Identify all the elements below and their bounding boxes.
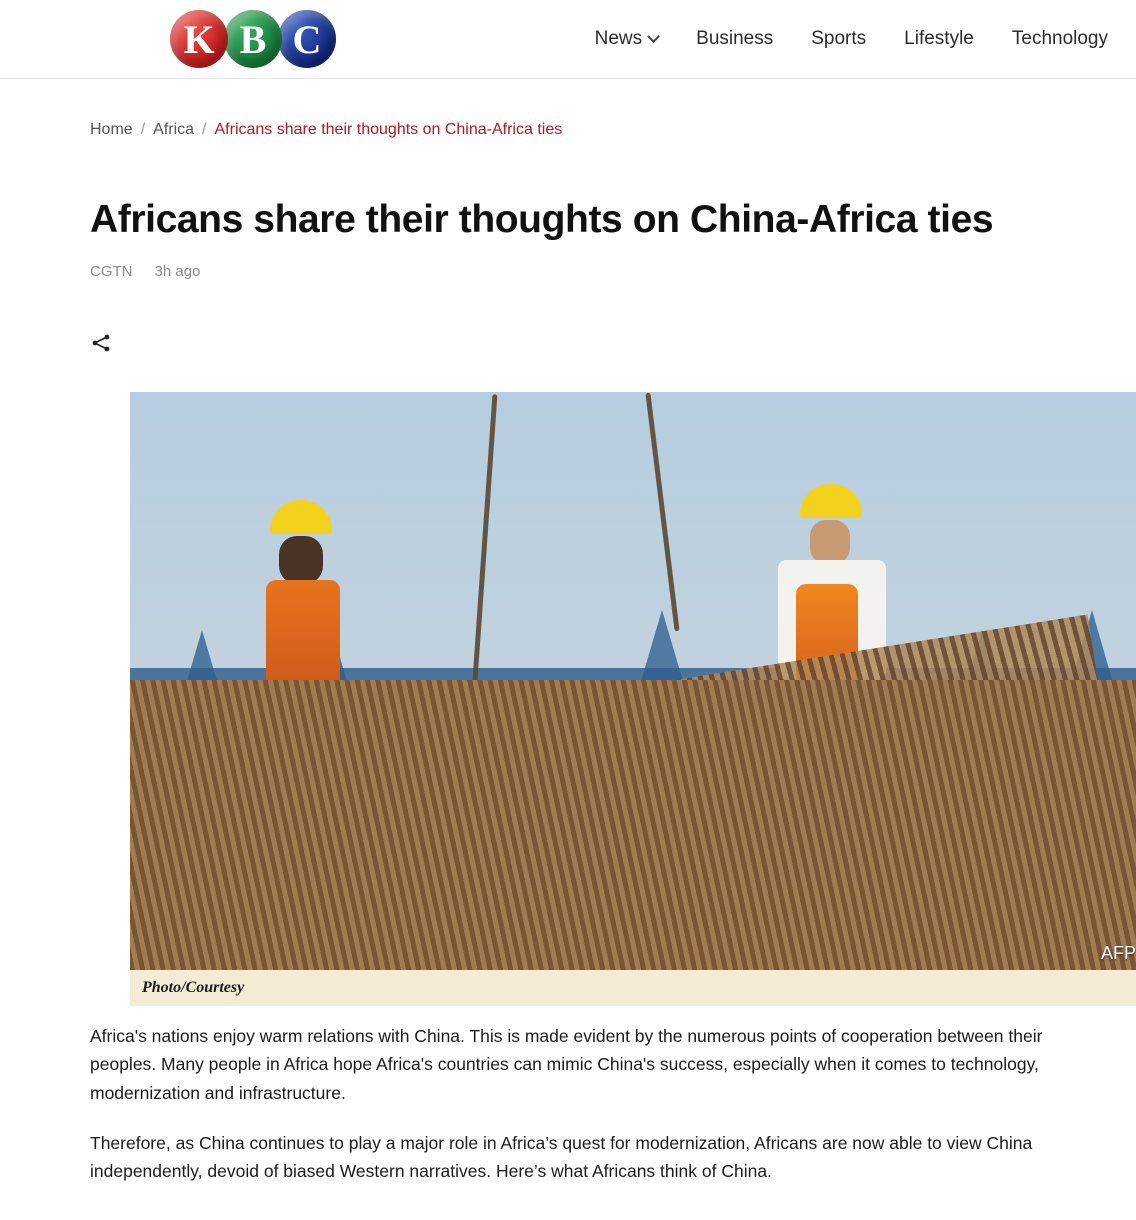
article-image	[130, 392, 1136, 970]
logo-letter-b: B	[224, 10, 282, 68]
breadcrumb-home[interactable]: Home	[90, 121, 133, 138]
article-paragraph-1: Africa's nations enjoy warm relations with China. This is made evident by the numerous points of cooperation between their peoples. Many people in Africa hope Africa's countries can mimic China's success, especially when it comes to technology, modernization and infrastructure.	[90, 1026, 1043, 1103]
share-icon[interactable]	[90, 332, 112, 359]
nav-item-news[interactable]	[595, 28, 659, 50]
nav-item-lifestyle[interactable]	[904, 28, 974, 50]
hard-hat-icon	[270, 500, 332, 534]
hard-hat-icon	[800, 484, 862, 518]
nav-item-sports[interactable]	[811, 28, 866, 50]
page-title: Africans share their thoughts on China-Africa ties	[90, 198, 994, 241]
breadcrumb	[90, 79, 1106, 139]
share-row	[90, 332, 1106, 356]
main-navigation	[595, 28, 1108, 50]
logo-letter-c: C	[278, 10, 336, 68]
image-caption: Photo/Courtesy	[130, 970, 1136, 1006]
nav-item-business-label: Business	[696, 28, 774, 49]
article-byline	[90, 263, 1106, 280]
nav-item-business[interactable]	[696, 28, 773, 50]
article-source: CGTN	[90, 263, 133, 281]
nav-item-technology-label: Technology	[1011, 28, 1108, 49]
image-credit: AFP	[1100, 943, 1136, 964]
nav-item-technology[interactable]	[1012, 28, 1108, 50]
breadcrumb-current: Africans share their thoughts on China-Africa ties	[214, 121, 563, 138]
chevron-down-icon	[647, 30, 660, 43]
breadcrumb-africa[interactable]: Africa	[153, 121, 195, 138]
nav-item-sports-label: Sports	[811, 28, 867, 49]
site-header	[0, 0, 1136, 79]
nav-item-lifestyle-label: Lifestyle	[904, 28, 974, 49]
breadcrumb-separator-1: /	[140, 121, 146, 138]
kbc-logo[interactable]	[170, 10, 336, 68]
rebar-pile	[130, 680, 1136, 970]
nav-item-news-label: News	[594, 28, 643, 49]
article-paragraph-2: Therefore, as China continues to play a major role in Africa’s quest for modernization, Africans are now able to view China independently, devoid of biased Western narratives. Here’s what Africans think of China.	[90, 1133, 1033, 1182]
worker-head	[279, 536, 323, 584]
article-figure	[130, 392, 1136, 1006]
article-page	[0, 79, 1136, 1186]
logo-letter-k: K	[170, 10, 228, 68]
article-body	[90, 1022, 1106, 1186]
article-timestamp: 3h ago	[154, 263, 201, 281]
breadcrumb-separator-2: /	[202, 121, 207, 138]
worker-head	[810, 520, 850, 564]
